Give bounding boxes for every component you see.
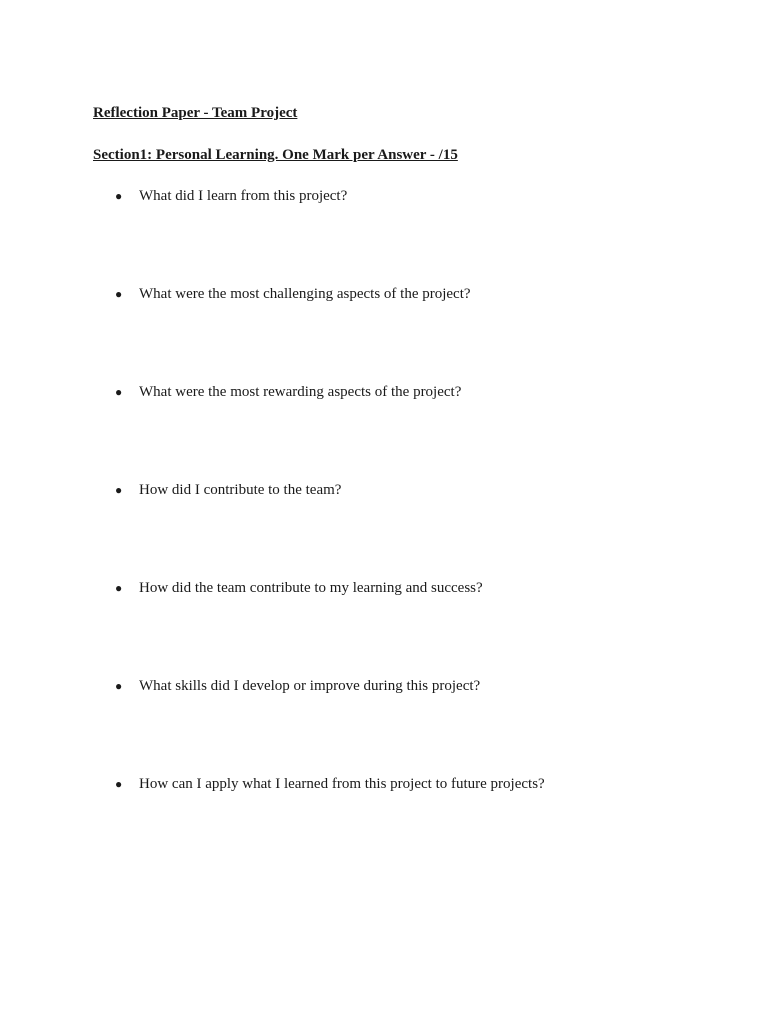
bullet-icon: ● bbox=[115, 385, 123, 399]
bullet-icon: ● bbox=[115, 189, 123, 203]
question-text: What were the most challenging aspects of the project? bbox=[139, 286, 471, 302]
bullet-icon: ● bbox=[115, 777, 123, 791]
bullet-icon: ● bbox=[115, 483, 123, 497]
question-text: How did the team contribute to my learning and success? bbox=[139, 580, 483, 596]
section-heading: Section1: Personal Learning. One Mark per Answer - /15 bbox=[93, 147, 458, 163]
bullet-icon: ● bbox=[115, 287, 123, 301]
question-item bbox=[115, 677, 480, 695]
question-text: How did I contribute to the team? bbox=[139, 482, 342, 498]
question-text: What skills did I develop or improve during this project? bbox=[139, 678, 481, 694]
question-item bbox=[115, 383, 461, 401]
question-text: How can I apply what I learned from this project to future projects? bbox=[139, 776, 545, 792]
bullet-icon: ● bbox=[115, 679, 123, 693]
question-text: What were the most rewarding aspects of the project? bbox=[139, 384, 462, 400]
bullet-icon: ● bbox=[115, 581, 123, 595]
question-item bbox=[115, 187, 347, 205]
question-item bbox=[115, 775, 545, 793]
document-title: Reflection Paper - Team Project bbox=[93, 105, 298, 121]
question-item bbox=[115, 285, 471, 303]
question-item bbox=[115, 579, 483, 597]
question-item bbox=[115, 481, 341, 499]
question-text: What did I learn from this project? bbox=[139, 188, 348, 204]
